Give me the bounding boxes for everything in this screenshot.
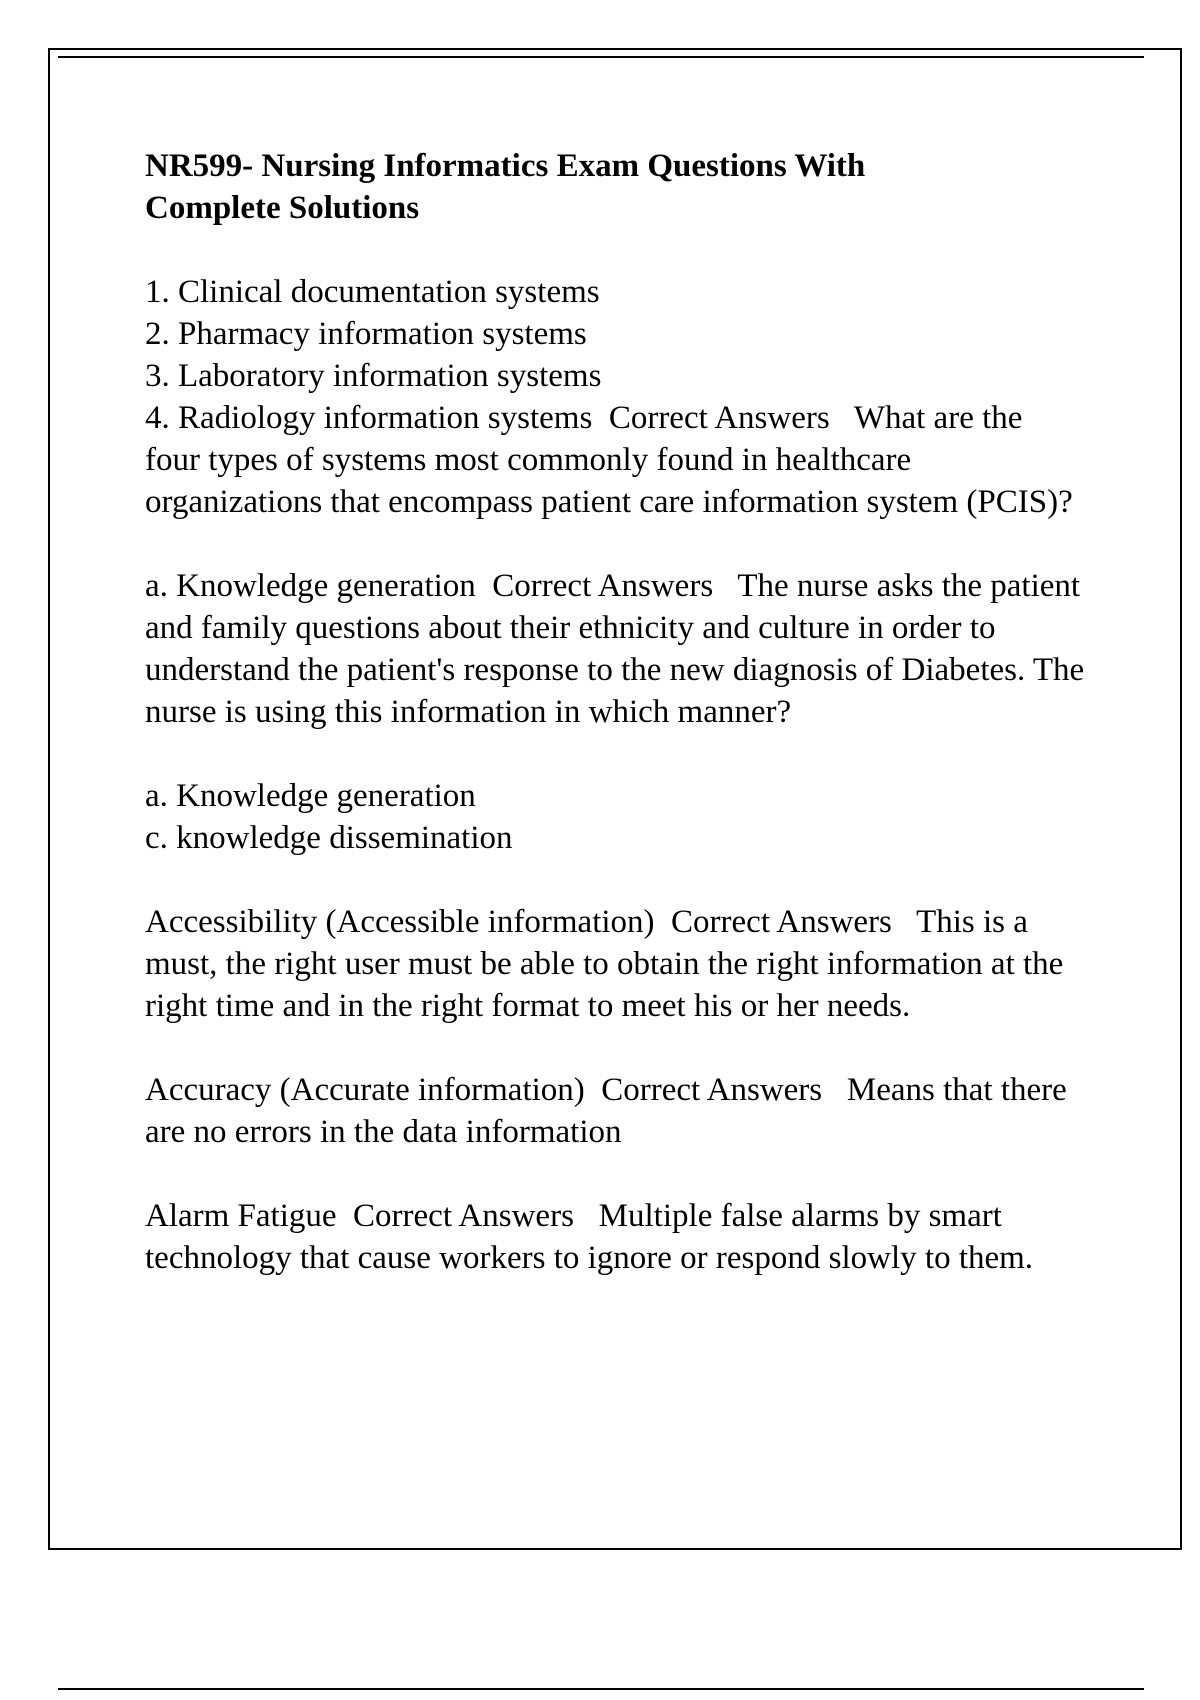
- bottom-rule: [58, 1688, 1144, 1690]
- entry-term: Accessibility (Accessible information): [145, 904, 655, 940]
- entry-knowledge-generation: [145, 565, 1085, 733]
- entry-answer-options: [145, 775, 1085, 859]
- entry-pcis-systems: [145, 271, 1085, 523]
- entry-definition: Means that there are no errors in the data information: [145, 1072, 1067, 1150]
- list-item: 3. Laboratory information systems: [145, 358, 602, 394]
- correct-answers-marker: Correct Answers: [353, 1198, 574, 1234]
- entry-term: Alarm Fatigue: [145, 1198, 337, 1234]
- list-item: 2. Pharmacy information systems: [145, 316, 587, 352]
- document-body: [145, 145, 1085, 1321]
- document-title: NR599- Nursing Informatics Exam Questions With Complete Solutions: [145, 148, 866, 226]
- entry-definition: Multiple false alarms by smart technology that cause workers to ignore or respond slowly to them.: [145, 1198, 1034, 1276]
- entry-definition: What are the four types of systems most commonly found in healthcare organizations that encompass patient care information system (PCIS)?: [145, 400, 1073, 520]
- entry-definition: This is a must, the right user must be able to obtain the right information at the right time and in the right format to meet his or her needs.: [145, 904, 1064, 1024]
- list-item: 1. Clinical documentation systems: [145, 274, 600, 310]
- list-item: a. Knowledge generation: [145, 778, 476, 814]
- entry-term: 4. Radiology information systems: [145, 400, 593, 436]
- entry-accessibility: [145, 901, 1085, 1027]
- entry-alarm-fatigue: [145, 1195, 1085, 1279]
- top-rule: [58, 56, 1144, 58]
- entry-term: a. Knowledge generation: [145, 568, 476, 604]
- entry-definition: The nurse asks the patient and family questions about their ethnicity and culture in order to understand the patient's response to the new diagnosis of Diabetes. The nurse is using this information in which manner?: [145, 568, 1085, 730]
- correct-answers-marker: Correct Answers: [671, 904, 892, 940]
- list-item: c. knowledge dissemination: [145, 820, 513, 856]
- correct-answers-marker: Correct Answers: [608, 400, 830, 436]
- entry-term: Accuracy (Accurate information): [145, 1072, 585, 1108]
- entry-accuracy: [145, 1069, 1085, 1153]
- correct-answers-marker: Correct Answers: [601, 1072, 823, 1108]
- correct-answers-marker: Correct Answers: [492, 568, 714, 604]
